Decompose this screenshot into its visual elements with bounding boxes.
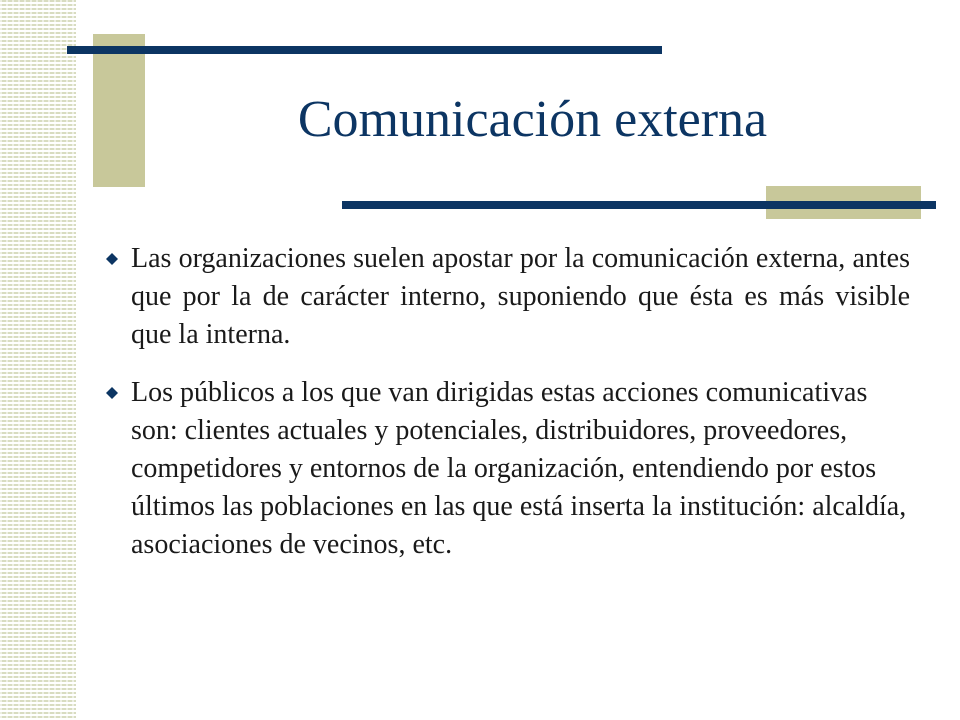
slide-title: Comunicación externa	[297, 91, 768, 148]
bullet-text: Las organizaciones suelen apostar por la comunicación externa, antes que por la de carácter interno, suponiendo que ésta es más visible que la interna.	[131, 243, 910, 350]
bullet-text: Los públicos a los que van dirigidas estas acciones comunicativas son: clientes actuales y potenciales, distribuidores, proveedores, competidores y entornos de la organización, entendiendo por estos últimos las poblaciones en las que está inserta la institución: alcaldía, asociaciones de vecinos, etc.	[131, 377, 907, 560]
bullet-list	[100, 240, 910, 564]
left-striped-margin	[0, 0, 76, 720]
bullet-item	[100, 240, 910, 354]
bullet-item	[100, 374, 910, 564]
navy-accent-bar-bottom	[342, 201, 936, 209]
diamond-bullet-icon	[102, 240, 122, 278]
navy-accent-bar-top	[67, 46, 662, 54]
diamond-bullet-icon	[102, 374, 122, 412]
olive-accent-block-top	[93, 34, 145, 187]
